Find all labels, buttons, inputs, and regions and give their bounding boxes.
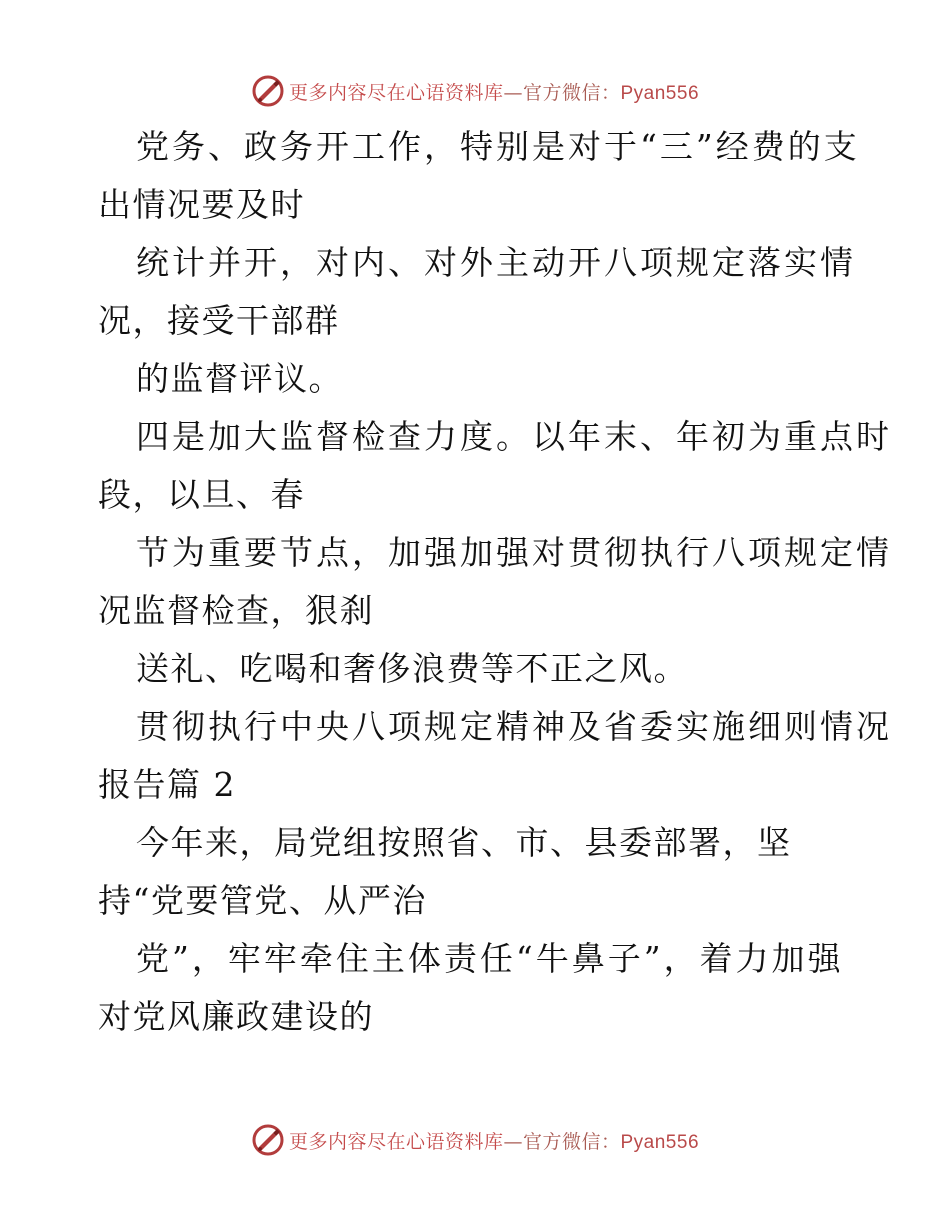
text-line: 统计并开，对内、对外主动开八项规定落实情 <box>136 243 856 282</box>
pen-logo-icon <box>251 1123 285 1157</box>
banner-dash: — <box>503 1130 523 1153</box>
text-line: 段，以旦、春 <box>98 475 305 514</box>
banner-title: 更多内容尽在心语资料库 <box>288 81 504 104</box>
text-line: 况监督检查，狠刹 <box>98 591 374 630</box>
text-line: 的监督评议。 <box>136 359 343 398</box>
text-line: 持“党要管党、从严治 <box>98 881 427 920</box>
banner-wechat-label: 官方微信： <box>522 81 621 104</box>
text-line: 今年来，局党组按照省、市、县委部署，坚 <box>136 823 792 862</box>
pen-logo-icon <box>251 74 285 108</box>
text-line: 出情况要及时 <box>98 185 305 224</box>
text-line: 党”，牢牢牵住主体责任“牛鼻子”，着力加强 <box>136 939 844 978</box>
text-line: 党务、政务开工作，特别是对于“三”经费的支 <box>136 127 860 166</box>
banner-title: 更多内容尽在心语资料库 <box>288 1130 504 1153</box>
text-line: 送礼、吃喝和奢侈浪费等不正之风。 <box>136 649 688 688</box>
banner-wechat-label: 官方微信： <box>522 1130 621 1153</box>
banner-wechat-id: Pyan556 <box>620 82 700 104</box>
text-line: 报告篇 2 <box>98 765 236 804</box>
text-line: 况，接受干部群 <box>98 301 340 340</box>
text-line: 对党风廉政建设的 <box>98 997 374 1036</box>
banner-wechat-id: Pyan556 <box>620 1131 700 1153</box>
text-line: 四是加大监督检查力度。以年末、年初为重点时 <box>136 417 892 456</box>
text-line: 贯彻执行中央八项规定精神及省委实施细则情况 <box>136 707 892 746</box>
footer-banner <box>0 1120 950 1160</box>
banner-dash: — <box>503 81 523 104</box>
text-line: 节为重要节点，加强加强对贯彻执行八项规定情 <box>136 533 892 572</box>
header-banner <box>0 71 950 111</box>
